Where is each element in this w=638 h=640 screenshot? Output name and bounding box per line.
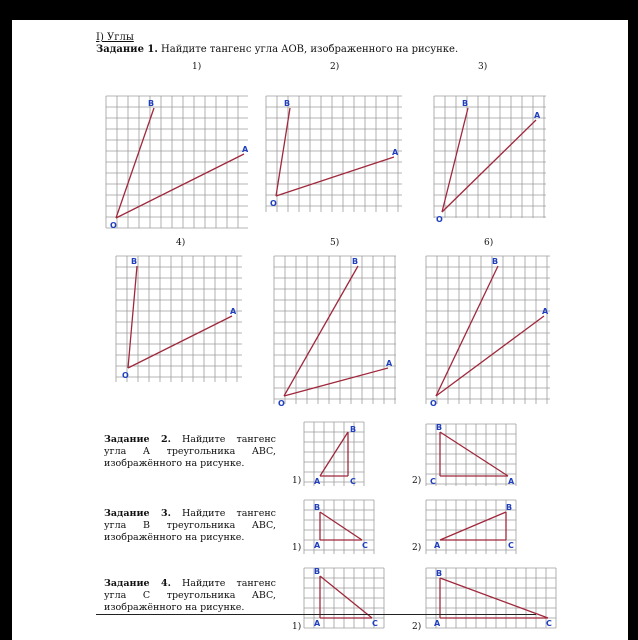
point-label-a: A — [314, 477, 321, 486]
figure-number: 1) — [192, 62, 202, 72]
point-label-b: B — [148, 99, 155, 108]
point-label-b: B — [314, 503, 321, 512]
point-label-o: O — [110, 221, 117, 230]
ray-ob — [284, 266, 358, 396]
point-label-o: O — [430, 399, 437, 408]
point-label-o: O — [122, 371, 129, 380]
figure-number: 4) — [176, 238, 186, 248]
point-label-b: B — [350, 425, 357, 434]
point-label-a: A — [434, 541, 441, 550]
point-label-b: B — [462, 99, 469, 108]
point-label-b: B — [492, 257, 499, 266]
figure-number: 6) — [484, 238, 494, 248]
point-label-a: A — [534, 111, 541, 120]
point-label-a: A — [314, 619, 321, 628]
task-4-label: Задание 4. — [104, 578, 171, 589]
grid — [266, 96, 402, 212]
ray-ob — [442, 108, 468, 212]
task-2-label: Задание 2. — [104, 434, 171, 445]
task-4-text: Найдите тангенс угла C треугольника ABC, изображённого на рисунке. — [104, 578, 276, 613]
ray-oa — [436, 316, 544, 396]
point-label-c: C — [546, 619, 552, 628]
point-label-a: A — [230, 307, 237, 316]
point-label-c: C — [372, 619, 378, 628]
grid — [426, 568, 556, 628]
point-label-c: C — [430, 477, 436, 486]
point-label-a: A — [392, 148, 399, 157]
point-label-o: O — [278, 399, 285, 408]
point-label-a: A — [434, 619, 441, 628]
point-label-c: C — [350, 477, 356, 486]
point-label-o: O — [436, 215, 443, 224]
figure-number: 1) — [292, 622, 302, 632]
point-label-b: B — [131, 257, 138, 266]
point-label-o: O — [270, 199, 277, 208]
grid — [116, 256, 242, 382]
ray-ob — [128, 266, 137, 368]
figure-number: 3) — [478, 62, 488, 72]
point-label-b: B — [314, 567, 321, 576]
figure-number: 1) — [292, 543, 302, 553]
section-heading: I) Углы — [96, 32, 134, 43]
ray-ob — [436, 266, 498, 396]
grid — [434, 96, 546, 218]
point-label-c: C — [362, 541, 368, 550]
figure-number: 2) — [412, 543, 422, 553]
grid — [426, 256, 550, 404]
figure-number: 2) — [412, 622, 422, 632]
side-bc — [320, 512, 362, 540]
ray-oa — [284, 368, 388, 396]
point-label-a: A — [242, 145, 249, 154]
point-label-b: B — [352, 257, 359, 266]
point-label-c: C — [508, 541, 514, 550]
point-label-a: A — [314, 541, 321, 550]
figure-number: 1) — [292, 476, 302, 486]
point-label-b: B — [436, 569, 443, 578]
bottom-rule — [96, 614, 536, 615]
task-1-label: Задание 1. — [96, 44, 158, 55]
figure-number: 2) — [412, 476, 422, 486]
point-label-a: A — [386, 359, 393, 368]
task-3-text: Найдите тангенс угла B треугольника ABC, изображённого на рисунке. — [104, 508, 276, 543]
task-3-label: Задание 3. — [104, 508, 171, 519]
task-2-text: Найдите тангенс угла A треугольника ABC, изображённого на рисунке. — [104, 434, 276, 469]
point-label-b: B — [436, 423, 443, 432]
ray-oa — [128, 316, 232, 368]
figure-number: 2) — [330, 62, 340, 72]
point-label-a: A — [508, 477, 515, 486]
point-label-b: B — [284, 99, 291, 108]
point-label-a: A — [542, 307, 549, 316]
task-1-text: Найдите тангенс угла AOB, изображенного на рисунке. — [161, 44, 459, 55]
point-label-b: B — [506, 503, 513, 512]
figure-number: 5) — [330, 238, 340, 248]
